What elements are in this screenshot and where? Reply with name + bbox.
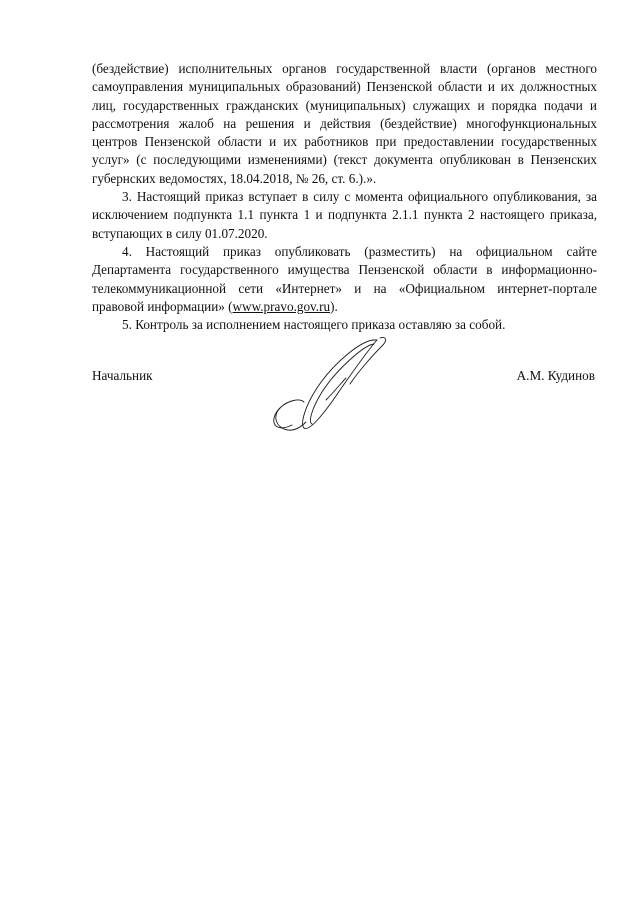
paragraph-continuation: (бездействие) исполнительных органов государственной власти (органов местного самоуправления муниципальных образований) Пензенской области и их должностных лиц, государственных гражданских (муниципальных) служащих и порядка подачи и рассмотрения жалоб на решения и действия (бездействие) многофункциональных центров Пензенской области и их работников при предоставлении государственных услуг» (с последующими изменениями) (текст документа опубликован в Пензенских губернских ведомостях, 18.04.2018, № 26, ст. 6.).». [92, 61, 597, 186]
document-body [92, 60, 597, 334]
paragraph-item-3: 3. Настоящий приказ вступает в силу с момента официального опубликования, за исключением подпункта 1.1 пункта 1 и подпункта 2.1.1 пункта 2 настоящего приказа, вступающих в силу 01.07.2020. [92, 189, 597, 241]
handwritten-signature [262, 330, 392, 440]
pravo-gov-link[interactable]: www.pravo.gov.ru [232, 298, 331, 314]
paragraph-item-4 [92, 243, 597, 316]
signatory-title: Начальник [92, 368, 153, 383]
paragraph-item-5: 5. Контроль за исполнением настоящего приказа оставляю за собой. [122, 317, 506, 333]
paragraph-item-4-text: 4. Настоящий приказ опубликовать (разместить) на официальном сайте Департамента государственного имущества Пензенской области в информационно-телекоммуникационной сети «Интернет» и на «Официальном интернет-портале правовой информации» ( [92, 243, 597, 314]
signatory-name: А.М. Кудинов [516, 368, 595, 383]
paragraph-item-4-end: ). [330, 298, 338, 314]
